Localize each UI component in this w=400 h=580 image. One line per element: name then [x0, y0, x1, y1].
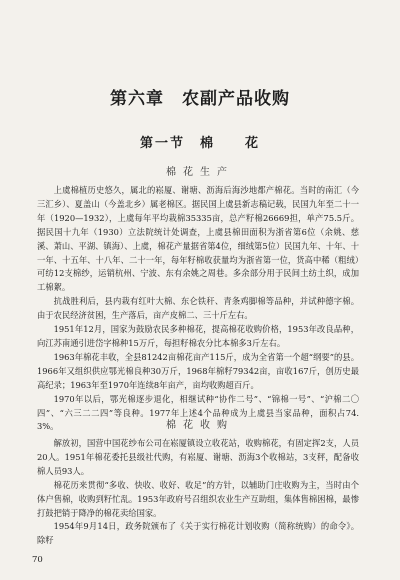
paragraph: 1954年9月14日，政务院颁布了《关于实行棉花计划收购（简称统购）的命令》。除籽 [37, 521, 359, 546]
section-title: 第一节 棉 花 [139, 136, 260, 151]
text-block-production [37, 184, 359, 434]
text-block-purchase [37, 437, 359, 548]
subsection-heading-purchase: 棉花收购 [166, 420, 234, 431]
paragraph: 解放初，国营中国花纱布公司在崧厦镇设立收花站，收购棉花，有固定挥2支，人员20人。1951年棉花委托县级社代购，有崧厦、谢塘、沥海3个收棉站，3支秤，配备收棉人员93人。 [37, 438, 359, 476]
paragraph: 上虞棉植历史悠久，属北的崧厦、谢塘、沥海后海沙地都产棉花。当时的南汇（今三汇乡）、夏盖山（今盖北乡）属老棉区。据民国上虞县新志稿记载，民国九年至二十一年（1920—1932），上虞每年平均栽棉35335亩，总产籽棉26669担，单产75.5斤。据民国十九年（1930）立法院统计处调查，上虞县棉田面积为浙省第6位（余姚、慈溪、萧山、平湖、镇海）、上虞，棉花产量据省第4位，细绒第5位）民国九年、十年、十一年、十五年、十八年、二十一年，每年籽棉收获量均为浙省第一位，货高中稀（粗绒）可纺12支棉纱，运销杭州、宁波、东有余姚之周巷。多余部分用于民间土纺土织，成加工棉絮。 [37, 185, 359, 293]
chapter-title: 第六章 农副产品收购 [110, 89, 290, 109]
subsection-heading-production: 棉花生产 [166, 167, 234, 178]
page-number: 70 [32, 555, 43, 565]
paragraph: 1963年棉花丰收，全县81242亩棉花亩产115斤，成为全省第一个超“纲要”的县。1966年又组织供应鄂光棉良种30万斤，1968年棉籽79342亩，亩收167斤，创历史最高纪录；1963年至1970年连续8年亩产，亩均收购超百斤。 [37, 351, 359, 390]
paragraph: 抗战胜利后，县内栽有红叶大棉、东仑铁秆、青条鸡脚棉等品种，并试种德字棉。由于农民经济贫困，生产落后，亩产皮棉二、三十斤左右。 [37, 296, 359, 321]
paragraph: 棉花历来贯彻“多收、快收、收好、收足”的方针，以辅助门庄收购为主，当时由个体户售棉，收购到籽忙乱。1953年政府号召组织农业生产互助组，集体售棉困棉，最惨打鼓把销于降净的棉花卖给国家。 [37, 479, 359, 518]
paragraph: 1951年12月，国家为鼓励农民多种棉花，提高棉花收购价格，1953年改良品种，向江苏南通引进岱字棉种15万斤，每担籽棉农分比本棉多3斤左右。 [37, 324, 359, 348]
paragraph: 1970年以后，鄂光棉逐步退化，相继试种“协作二号”、“锦棉一号”、“沪棉二〇四”、“六三二二四”等良种。1977年上述4个品种成为上虞县当家品种，面积占74.3%。 [37, 393, 359, 432]
